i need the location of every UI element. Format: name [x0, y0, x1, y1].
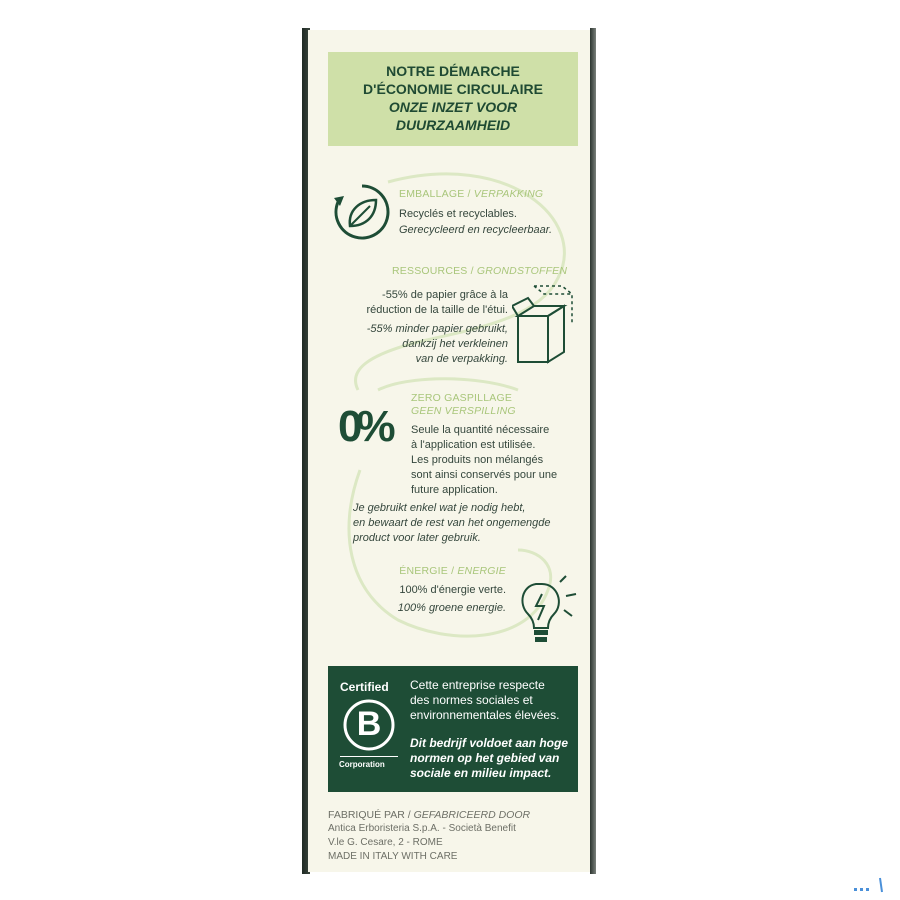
energy-title-nl: ENERGIE — [457, 565, 506, 577]
packaging-text-nl: Gerecycleerd en recycleerbaar. — [399, 224, 553, 236]
made-by-fr: FABRIQUÉ PAR / — [328, 809, 411, 821]
bcorp-divider — [340, 756, 398, 757]
resources-fr-line1: -55% de papier grâce à la — [382, 289, 508, 301]
resources-title — [392, 265, 567, 277]
header-fr-line1: NOTRE DÉMARCHE — [386, 63, 520, 79]
zero-percent-text: 0% — [338, 402, 390, 451]
header-nl-line1: ONZE INZET VOOR — [388, 99, 518, 115]
packaging-title — [399, 188, 543, 200]
waste-nl-line1: Je gebruikt enkel wat je nodig hebt, — [353, 502, 526, 514]
bcorp-corporation: Corporation — [339, 760, 385, 769]
energy-text-nl: 100% groene energie. — [397, 602, 506, 614]
resources-text-block — [328, 288, 508, 367]
bcorp-text-nl — [410, 736, 575, 781]
waste-nl-line3: product voor later gebruik. — [353, 532, 481, 544]
packaging-text-fr: Recyclés et recyclables. — [399, 208, 517, 220]
made-by-heading — [328, 808, 530, 822]
box-right-edge — [590, 28, 596, 874]
made-by-nl: GEFABRICEERD DOOR — [413, 809, 531, 821]
energy-text-fr: 100% d'énergie verte. — [399, 584, 506, 596]
waste-title — [411, 392, 516, 418]
packaging-title-fr: EMBALLAGE / — [399, 188, 471, 200]
bcorp-nl-line1: Dit bedrijf voldoet aan hoge — [410, 736, 569, 750]
recycle-leaf-icon — [330, 180, 394, 244]
bcorp-nl-line3: sociale en milieu impact. — [410, 766, 552, 780]
bcorp-fr-line3: environnementales élevées. — [410, 708, 560, 722]
waste-title-nl: GEEN VERSPILLING — [411, 405, 516, 417]
header-banner — [328, 52, 578, 146]
waste-title-fr: ZERO GASPILLAGE — [411, 392, 513, 404]
lightbulb-icon — [514, 574, 578, 646]
waste-fr-line3: Les produits non mélangés — [411, 454, 544, 466]
zero-percent-icon — [338, 402, 408, 472]
bcorp-letter: B — [356, 705, 382, 743]
resources-nl-line3: van de verpakking. — [415, 353, 508, 365]
resources-title-nl: GRONDSTOFFEN — [476, 265, 568, 277]
bcorp-fr-line2: des normes sociales et — [410, 693, 533, 707]
energy-title — [368, 565, 506, 577]
resources-nl-line1: -55% minder papier gebruikt, — [366, 323, 508, 335]
bcorp-certified: Certified — [340, 680, 389, 694]
resources-fr-line2: réduction de la taille de l'étui. — [366, 304, 508, 316]
waste-fr-line5: future application. — [411, 484, 498, 496]
company-name: Antica Erboristeria S.p.A. - Società Benefit — [328, 823, 516, 834]
watermark-logo-icon — [852, 876, 892, 894]
packaging-title-nl: VERPAKKING — [473, 188, 544, 200]
company-address: V.le G. Cesare, 2 - ROME — [328, 837, 443, 848]
bcorp-text-fr — [410, 678, 570, 723]
bcorp-panel — [328, 666, 578, 792]
manufacturer-info — [328, 808, 530, 864]
bcorp-nl-line2: normen op het gebied van — [410, 751, 560, 765]
waste-fr-line1: Seule la quantité nécessaire — [411, 424, 550, 436]
energy-title-fr: ÉNERGIE / — [399, 565, 455, 577]
made-in-italy: MADE IN ITALY WITH CARE — [328, 851, 458, 862]
waste-fr-line4: sont ainsi conservés pour une — [411, 469, 558, 481]
product-box-side-panel — [308, 30, 590, 872]
waste-nl-line2: en bewaart de rest van het ongemengde — [353, 517, 551, 529]
box-icon — [512, 280, 574, 368]
waste-fr-line2: à l'application est utilisée. — [411, 439, 536, 451]
header-fr-line2: D'ÉCONOMIE CIRCULAIRE — [363, 81, 543, 97]
header-nl-line2: DUURZAAMHEID — [395, 117, 511, 133]
resources-nl-line2: dankzij het verkleinen — [402, 338, 508, 350]
bcorp-fr-line1: Cette entreprise respecte — [410, 678, 545, 692]
resources-title-fr: RESSOURCES / — [392, 265, 474, 277]
